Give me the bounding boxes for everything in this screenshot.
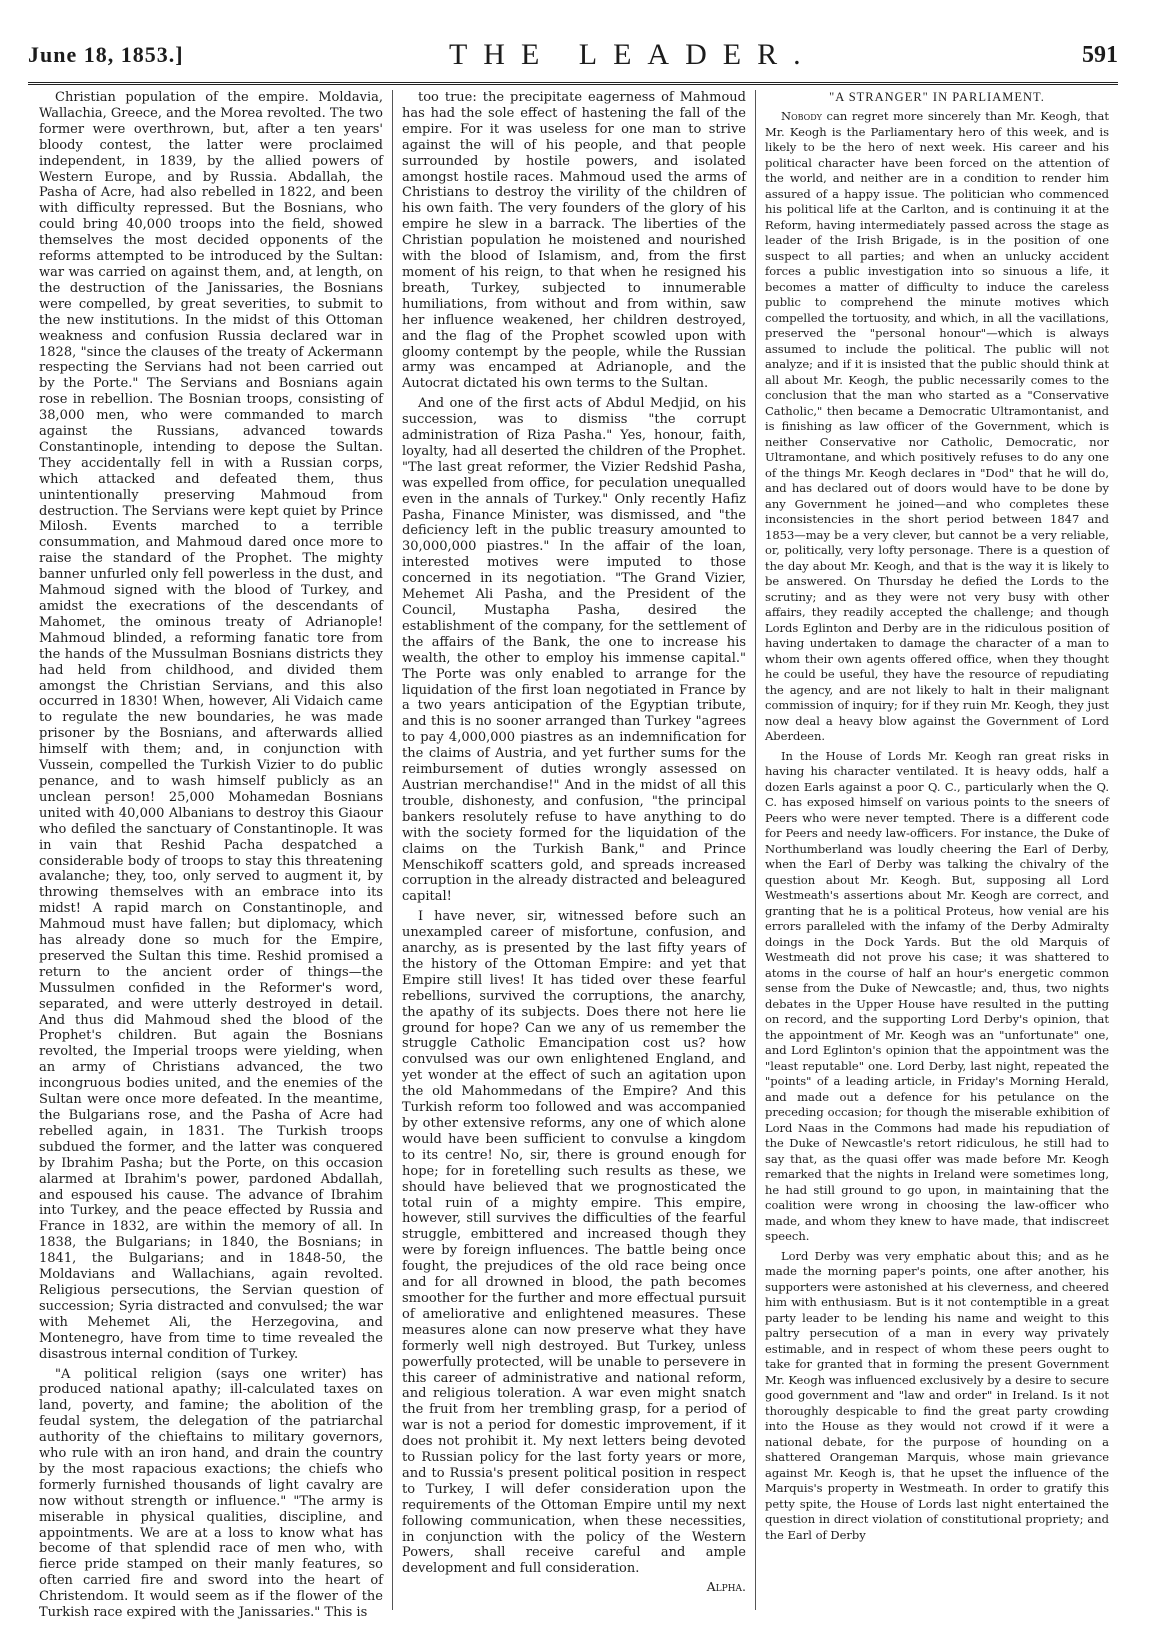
column-1 (30, 90, 392, 1621)
column-2 (392, 90, 755, 1610)
article-columns (30, 90, 1118, 1621)
page-number: 591 (1081, 41, 1118, 68)
column-3 (755, 90, 1118, 1610)
paragraph-text: can regret more sincerely than Mr. Keogh, that Mr. Keogh is the Parliamentary hero of this week, and is likely to be the hero of next week. His career and his political character have been forced on the attention of the world, and neither are in a condition to render him assured of a happy issue. The politician who commenced his political life at the Carlton, and is continuing it at the Reform, having intermediately passed across the stage as leader of the Irish Brigade, is in the position of one suspect to all parties; and when an unlucky accident forces a public investigation into so sinuous a life, it becomes a matter of difficulty to induce the careless public to comprehend the minute motives which compelled the tortuosity, and which, in all the vacillations, preserved the "personal honour"—which is always assumed to include the political. The public will not analyze; and if it is insisted that the public should think at all about Mr. Keogh, the public necessarily comes to the conclusion that the man who started as a "Conservative Catholic," then became a Democratic Ultramontanist, and is finishing as law officer of the Government, which is neither Conservative nor Catholic, Democratic, nor Ultramontane, and which positively refuses to do any one of the things Mr. Keogh declares in "Dod" that he will do, and has declared out of doors would have to be done by any Government he joined—and who completes these inconsistencies in the short period between 1847 and 1853—may be a very clever, but cannot be a very reliable, or, politically, very lofty personage. There is a question of the day about Mr. Keogh, and that is the way it is likely to be answered. On Thursday he defied the Lords to the scrutiny; and as they were not very busy with other affairs, they readily accepted the challenge; and though Lords Eglinton and Derby are in the ridiculous position of having undertaken to damage the character of a man to whom their own agents offered office, when they thought he could be useful, they have the resource of repudiating the agency, and are not likely to halt in their malignant commission of inquiry; for if they ruin Mr. Keogh, they just now deal a heavy blow against the Government of Lord Aberdeen. (765, 109, 1110, 743)
publication-title: THE LEADER. (448, 38, 817, 71)
paragraph: too true: the precipitate eagerness of Mahmoud has had the sole effect of hastening the fall of the empire. For it was useless for one man to strive against the will of his people, and that people surrounded by hostile powers, and isolated amongst hostile races. Mahmoud used the arms of Christians to destroy the virility of the children of his own faith. The very founders of the glory of his empire he slew in a barrack. The liberties of the Christian population he moistened and nourished with the blood of Islamism, and, from the first moment of his reign, to that when he resigned his breath, Turkey, subjected to innumerable humiliations, from without and from within, saw her influence weakened, her children destroyed, and the flag of the Prophet scowled upon with gloomy contempt by the people, while the Russian army was encamped at Adrianople, and the Autocrat dictated his own terms to the Sultan. (402, 90, 746, 392)
paragraph: Christian population of the empire. Moldavia, Wallachia, Greece, and the Morea revolted. The two former were overthrown, but, after a ten years' bloody contest, the latter were proclaimed independent, in 1839, by the allied powers of Western Europe, and by Russia. Abdallah, the Pasha of Acre, had also rebelled in 1822, and been with difficulty repressed. But the Bosnians, who could bring 40,000 troops into the field, showed themselves the most decided opponents of the reforms attempted to be introduced by the Sultan: war was carried on against them, and, at length, on the destruction of the Janissaries, the Bosnians were compelled, by great severities, to submit to the new institutions. In the midst of this Ottoman weakness and confusion Russia declared war in 1828, "since the clauses of the treaty of Ackermann respecting the Servians had not been carried out by the Porte." The Servians and Bosnians again rose in rebellion. The Bosnian troops, consisting of 38,000 men, who were commanded to march against the Russians, advanced towards Constantinople, intending to depose the Sultan. They accidentally fell in with a Russian corps, which attacked and defeated them, thus unintentionally preserving Mahmoud from destruction. The Servians were kept quiet by Prince Milosh. Events marched to a terrible consummation, and Mahmoud dared once more to raise the standard of the Prophet. The mighty banner unfurled only fell powerless in the dust, and Mahmoud signed with the blood of Turkey, and amidst the execrations of the descendants of Mahomet, the ominous treaty of Adrianople! Mahmoud blinded, a reforming fanatic tore from the hands of the Mussulman Bosnians districts they had held from childhood, and divided them amongst the Christian Servians, and this also occurred in 1830! When, however, Ali Vidaich came to regulate the new boundaries, he was made prisoner by the Bosnians, and afterwards allied himself with them; and, in conjunction with Vussein, compelled the Turkish Vizier to do public penance, and to wash himself publicly as an unclean person! 25,000 Mohamedan Bosnians united with 40,000 Albanians to destroy this Giaour who defiled the sanctuary of Constantinople. It was in vain that Reshid Pacha despatched a considerable body of troops to stay this threatening avalanche; they, too, only served to augment it, by throwing themselves with an embrace into its midst! A rapid march on Constantinople, and Mahmoud must have fallen; but diplomacy, which has already done so much for the Empire, preserved the Sultan this time. Reshid promised a return to the ancient order of things—the Mussulmen confided in the Reformer's word, separated, and were utterly destroyed in detail. And thus did Mahmoud shed the blood of the Prophet's children. But again the Bosnians revolted, the Imperial troops were yielding, when an army of Christians advanced, the two incongruous bodies united, and the enemies of the Sultan were once more defeated. In the meantime, the Bulgarians rose, and the Pasha of Acre had rebelled again, in 1831. The Turkish troops subdued the former, and the latter was conquered by Ibrahim Pasha; but the Porte, on this occasion alarmed at Ibrahim's power, pardoned Abdallah, and espoused his cause. The advance of Ibrahim into Turkey, and the peace effected by Russia and France in 1832, are within the memory of all. In 1838, the Bulgarians; in 1840, the Bosnians; in 1841, the Bulgarians; and in 1848-50, the Moldavians and Wallachians, again revolted. Religious persecutions, the Servian question of succession; Syria distracted and convulsed; the war with Mehemet Ali, the Herzegovina, and Montenegro, have from time to time revealed the disastrous internal condition of Turkey. (39, 90, 384, 1362)
lead-word: Nobody (781, 109, 822, 123)
paragraph (765, 109, 1109, 745)
paragraph: "A political religion (says one writer) has produced national apathy; ill-calculated taxes on land, poverty, and famine; the abolition of the feudal system, the delegation of the patriarchal authority of the chieftains to military governors, who rule with an iron hand, and drain the country by the most rapacious exactions; the chiefs who formerly furnished thousands of light cavalry are now without strength or influence." "The army is miserable in physical qualities, discipline, and appointments. We are at a loss to know what has become of that splendid race of men who, with fierce pride stamped on their manly features, so often carried fire and sword into the heart of Christendom. It would seem as if the flower of the Turkish race expired with the Janissaries." This is (39, 1366, 383, 1621)
paragraph: In the House of Lords Mr. Keogh ran great risks in having his character ventilated. It is heavy odds, half a dozen Earls against a poor Q. C., particularly when the Q. C. has exposed himself on various points to the sneers of Peers who were never tempted. There is a different code for Peers and needy law-officers. For instance, the Duke of Northumberland was loudly cheering the Earl of Derby, when the Earl of Derby was talking the chivalry of the question about Mr. Keogh. But, supposing all Lord Westmeath's assertions about Mr. Keogh are correct, and granting that he is a political Proteus, how venial are his errors paralleled with the infamy of the Derby Admiralty doings in the Dock Yards. But the old Marquis of Westmeath did not prove his case; it was shattered to atoms in the course of half an hour's energetic common sense from the Duke of Newcastle; and, thus, two nights debates in the Upper House have resulted in the putting on record, and the supporting Lord Derby's opinion, that the appointment of Mr. Keogh was an "unfortunate" one, and Lord Eglinton's opinion that the appointment was the "least reputable" one. Lord Derby, last night, repeated the "points" of a leading article, in Friday's Morning Herald, and made out a defence for his petulance on the preceding occasion; for though the miserable exhibition of Lord Naas in the Commons had made his repudiation of the Duke of Newcastle's retort ridiculous, he still had to say that, as the quasi offer was made before Mr. Keogh remarked that the nights in Ireland were sometimes long, he had still ground to go upon, in maintaining that the coalition were wrong in choosing the law-officer who made, and whom they knew to have made, that indiscreet speech. (765, 748, 1109, 1243)
signature: Alpha. (706, 1579, 746, 1595)
masthead (28, 28, 1118, 85)
paragraph: I have never, sir, witnessed before such an unexampled career of misfortune, confusion, and anarchy, as is presented by the last fifty years of the history of the Ottoman Empire: and yet that Empire still lives! It has tided over these fearful rebellions, survived the corruptions, the anarchy, the apathy of its subjects. Does there not here lie ground for hope? Can we any of us remember the struggle Catholic Emancipation cost us? how convulsed was our own enlightened England, and yet wonder at the effect of such an agitation upon the old Mahommedans of the Empire? And this Turkish reform too followed and was accompanied by other extensive reforms, any one of which alone would have been sufficient to convulse a kingdom to its centre! No, sir, there is ground enough for hope; for in foretelling such results as these, we should have believed that we prognosticated the total ruin of a mighty empire. This empire, however, still survives the difficulties of the fearful struggle, embittered and increased though they were by foreign influences. The battle being once fought, the prejudices of the old race being once and for all drowned in blood, the path becomes smoother for the further and more effectual pursuit of ameliorative and enlightened measures. These measures alone can now preserve what they have formerly well nigh destroyed. But Turkey, unless powerfully protected, will be unable to persevere in this career of administrative and national reform, and religious toleration. A war even might snatch the fruit from her trembling grasp, for a period of war is not a period for domestic improvement, if it does not prohibit it. My next letters being devoted to Russian policy for the last forty years or more, and to Russia's present political position in respect to Turkey, I will defer consideration upon the requirements of the Ottoman Empire until my next following communication, when these necessities, in conjunction with the policy of the Western Powers, shall receive careful and ample development and full consideration. (402, 909, 746, 1577)
section-heading: "A STRANGER" IN PARLIAMENT. (829, 90, 1045, 104)
paragraph: Lord Derby was very emphatic about this; and as he made the morning paper's points, one after another, his supporters were astonished at his cleverness, and cheered him with enthusiasm. But is it not contemptible in a great party leader to be lending his name and weight to this paltry persecution of a man in every way privately estimable, and in respect of whom these peers ought to take for granted that in forming the present Government Mr. Keogh was influenced exclusively by a desire to secure good government and "law and order" in Ireland. Is it not thoroughly despicable to find the great party crowding into the House as they would not crowd if it were a national debate, for the purpose of hounding on a shattered Orangeman Marquis, whose main grievance against Mr. Keogh is, that he upset the influence of the Marquis's property in Westmeath. In order to gratify this petty spite, the House of Lords last night entertained the question in direct violation of constitutional propriety; and the Earl of Derby (765, 1248, 1109, 1542)
paragraph: And one of the first acts of Abdul Medjid, on his succession, was to dismiss "the corrupt administration of Riza Pasha." Yes, honour, faith, loyalty, had all deserted the children of the Prophet. "The last great reformer, the Vizier Redshid Pasha, was expelled from office, for peculation unequalled even in the annals of Turkey." Only recently Hafiz Pasha, Finance Minister, was dismissed, and "the deficiency left in the public treasury amounted to 30,000,000 piastres." In the affair of the loan, interested motives were imputed to those concerned in its negotiation. "The Grand Vizier, Mehemet Ali Pasha, and the President of the Council, Mustapha Pasha, desired the establishment of the company, for the settlement of the affairs of the Bank, the one to increase his wealth, the other to employ his immense capital." The Porte was only enabled to arrange for the liquidation of the first loan negotiated in France by a two years anticipation of the Egyptian tribute, and this is no sooner arranged than Turkey "agrees to pay 4,000,000 piastres as an indemnification for the claims of Austria, and yet further sums for the reimbursement of duties wrongly assessed on Austrian merchandise!" And in the midst of all this trouble, dishonesty, and confusion, "the principal bankers resolutely refuse to have anything to do with the society formed for the liquidation of the claims on the Turkish Bank," and Prince Menschikoff scatters gold, and spreads increased corruption in the already distracted and beleagured capital! (402, 396, 746, 905)
issue-date: June 18, 1853.] (28, 42, 184, 67)
